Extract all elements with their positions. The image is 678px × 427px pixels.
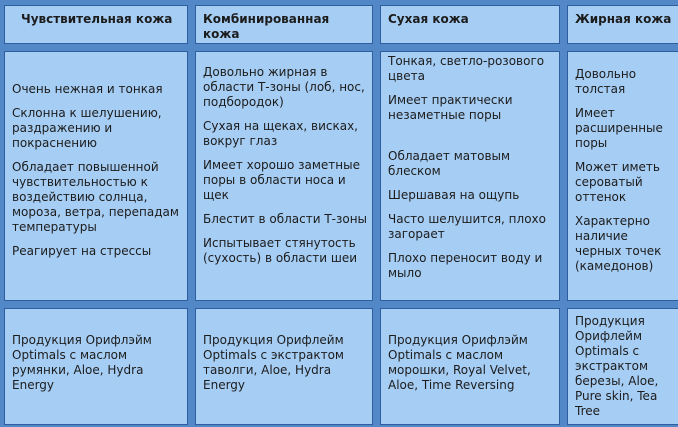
trait-item: Сухая на щеках, висках, вокруг глаз bbox=[203, 119, 358, 148]
characteristics-combination bbox=[195, 51, 373, 301]
trait-item: Обладает матовым блеском bbox=[388, 149, 511, 178]
products-oily: Продукция Орифлейм Optimals с экстрактом березы, Aloe, Pure skin, Tea Tree bbox=[567, 308, 678, 425]
trait-item: Имеет расширенные поры bbox=[575, 106, 663, 150]
characteristics-oily bbox=[567, 51, 678, 301]
characteristics-dry bbox=[380, 51, 560, 301]
trait-item: Плохо переносит воду и мыло bbox=[388, 251, 543, 280]
header-combination-skin: Комбинированная кожа bbox=[195, 5, 373, 44]
trait-item: Может иметь сероватый оттенок bbox=[575, 160, 660, 204]
trait-item: Шершавая на ощупь bbox=[388, 188, 520, 202]
trait-item: Испытывает стянутость (сухость) в области шеи bbox=[203, 236, 357, 265]
products-dry: Продукция Орифлэйм Optimals с маслом морошки, Royal Velvet, Aloe, Time Reversing bbox=[380, 308, 560, 425]
header-oily-skin: Жирная кожа bbox=[567, 5, 678, 44]
trait-item: Тонкая, светло-розового цвета bbox=[388, 54, 545, 83]
products-combination: Продукция Орифлейм Optimals с экстрактом таволги, Aloe, Hydra Energy bbox=[195, 308, 373, 425]
trait-item: Часто шелушится, плохо загорает bbox=[388, 212, 546, 241]
trait-item: Довольно толстая bbox=[575, 67, 637, 96]
trait-item: Характерно наличие черных точек (камедонов) bbox=[575, 214, 662, 273]
trait-item: Довольно жирная в области Т-зоны (лоб, нос, подбородок) bbox=[203, 65, 365, 109]
trait-item: Блестит в области Т-зоны bbox=[203, 212, 368, 226]
trait-item: Реагирует на стрессы bbox=[12, 244, 152, 258]
trait-item: Очень нежная и тонкая bbox=[12, 82, 163, 96]
trait-item: Склонна к шелушению, раздражению и покраснению bbox=[12, 106, 162, 150]
header-sensitive-skin: Чувствительная кожа bbox=[4, 5, 188, 44]
header-dry-skin: Сухая кожа bbox=[380, 5, 560, 44]
trait-item: Имеет практически незаметные поры bbox=[388, 93, 513, 122]
trait-item: Обладает повышенной чувствительностью к воздействию солнца, мороза, ветра, перепадам температуры bbox=[12, 160, 179, 234]
characteristics-sensitive bbox=[4, 51, 188, 301]
products-sensitive: Продукция Орифлэйм Optimals с маслом румянки, Aloe, Hydra Energy bbox=[4, 308, 188, 425]
trait-item: Имеет хорошо заметные поры в области носа и щек bbox=[203, 158, 361, 202]
